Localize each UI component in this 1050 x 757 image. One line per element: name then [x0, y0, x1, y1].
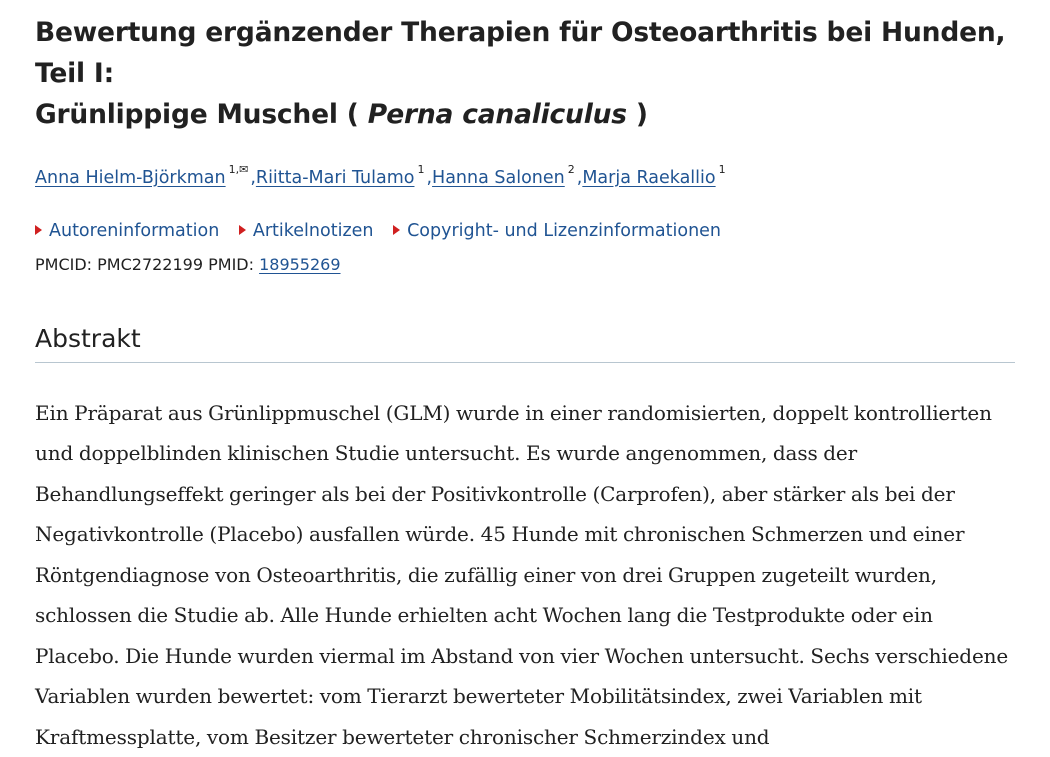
article-title — [35, 10, 1016, 135]
title-line-2-suffix: ) — [626, 99, 648, 130]
author-link-salonen[interactable]: Hanna Salonen — [432, 167, 565, 188]
abstract-paragraph: Ein Präparat aus Grünlippmuschel (GLM) wurde in einer randomisierten, doppelt kontrollierten und doppelblinden klinischen Studie untersucht. Es wurde angenommen, dass der Behandlungseffekt geringer als bei der Positivkontrolle (Carprofen), aber stärker als bei der Negativkontrolle (Placebo) ausfallen würde. 45 Hunde mit chronischen Schmerzen und einer Röntgendiagnose von Osteoarthritis, die zufällig einer von drei Gruppen zugeteilt wurden, schlossen die Studie ab. Alle Hunde erhielten acht Wochen lang die Testprodukte oder ein Placebo. Die Hunde wurden viermal im Abstand von vier Wochen untersucht. Sechs verschiedene Variablen wurden bewertet: vom Tierarzt bewerteter Mobilitätsindex, zwei Variablen mit Kraftmessplatte, vom Besitzer bewerteter chronischer Schmerzindex und — [35, 400, 1009, 749]
title-species: Perna canaliculus — [367, 99, 627, 130]
article-identifiers — [35, 252, 1016, 278]
author-link-raekallio[interactable]: Marja Raekallio — [582, 167, 716, 188]
author-separator: , — [576, 167, 583, 188]
article-notes-toggle[interactable] — [239, 218, 374, 244]
caret-right-icon — [35, 225, 42, 235]
copyright-info-toggle[interactable] — [393, 218, 721, 244]
author-info-label: Autoreninformation — [49, 220, 220, 241]
author-separator: , — [426, 167, 433, 188]
article-notes-label: Artikelnotizen — [252, 220, 374, 241]
abstract-body — [35, 393, 1015, 757]
pmcid-text: PMCID: PMC2722199 PMID: — [35, 254, 260, 274]
author-link-tulamo[interactable]: Riitta-Mari Tulamo — [255, 167, 415, 188]
copyright-info-label: Copyright- und Lizenzinformationen — [407, 220, 722, 241]
caret-right-icon — [239, 225, 246, 235]
caret-right-icon — [393, 225, 400, 235]
author-affiliation-marker: 1 — [417, 163, 425, 176]
author-affiliation-marker: 1,✉ — [228, 163, 249, 176]
author-affiliation-marker: 2 — [567, 163, 575, 176]
author-affiliation-marker: 1 — [718, 163, 726, 176]
author-separator: , — [250, 167, 256, 188]
title-line-2-prefix: Grünlippige Muschel ( — [35, 99, 368, 130]
pmid-link[interactable]: 18955269 — [259, 254, 341, 274]
abstract-heading: Abstrakt — [35, 322, 1015, 363]
author-link-hielm-bjorkman[interactable]: Anna Hielm-Björkman — [35, 167, 226, 188]
author-info-toggle[interactable] — [35, 218, 219, 244]
title-line-1: Bewertung ergänzender Therapien für Osteoarthritis bei Hunden, Teil I: — [35, 17, 1006, 89]
author-list — [35, 159, 1016, 192]
article-info-links — [35, 218, 1016, 244]
